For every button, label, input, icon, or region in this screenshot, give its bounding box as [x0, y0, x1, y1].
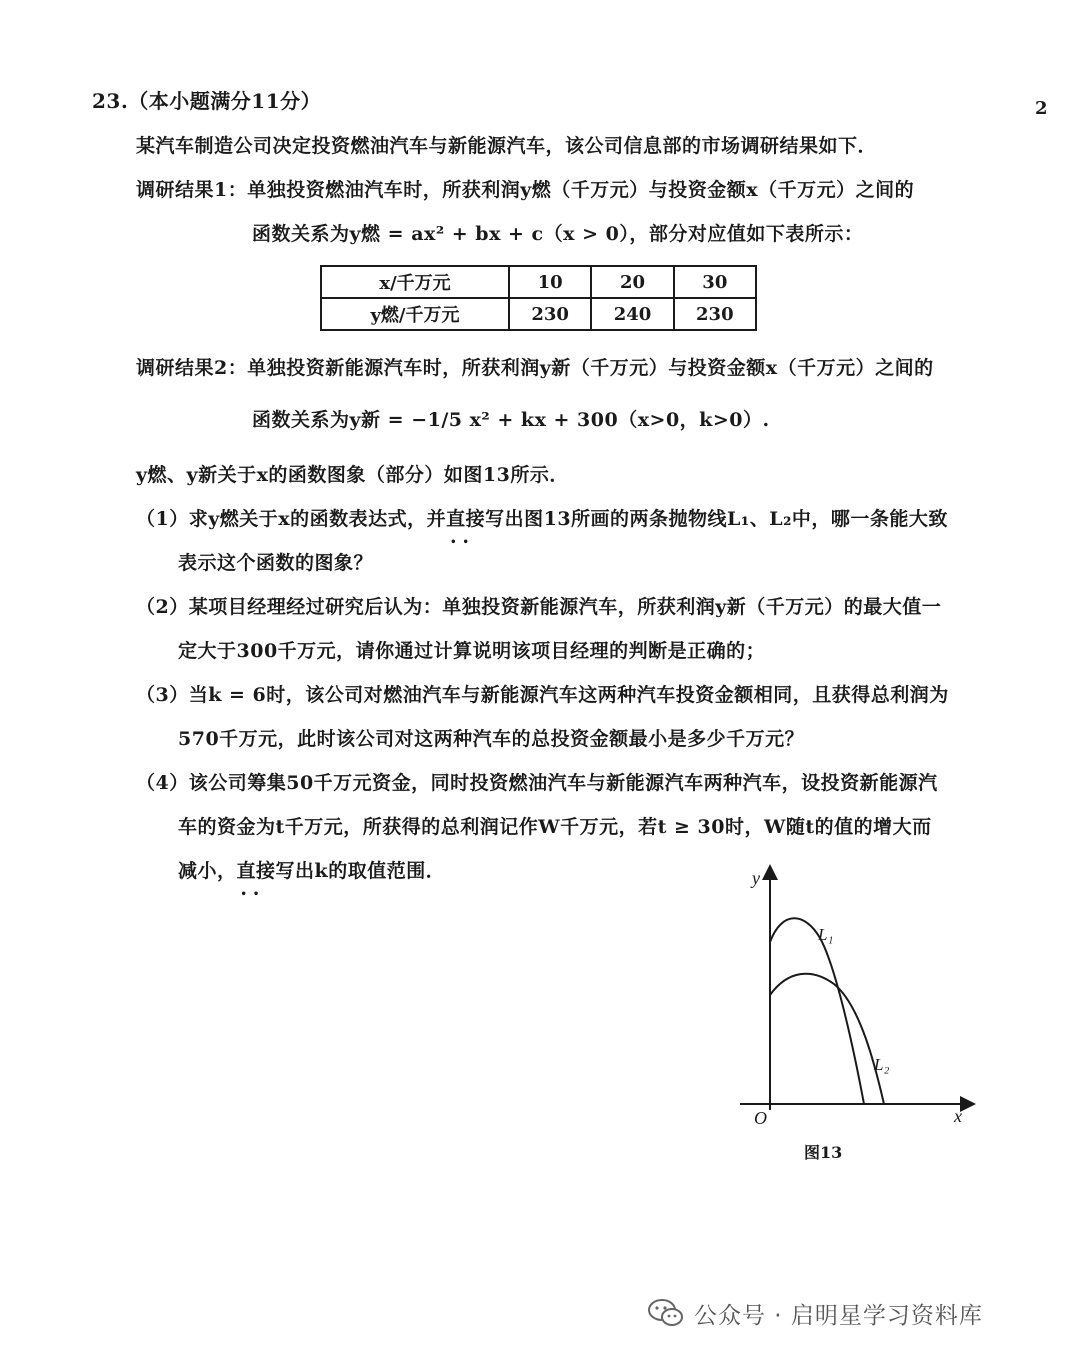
origin-label: O	[754, 1108, 767, 1128]
curve-L1	[770, 918, 864, 1104]
table-y-value: 240	[591, 298, 673, 330]
table-x-value: 20	[591, 266, 673, 298]
wechat-icon	[648, 1298, 684, 1328]
table-y-value: 230	[674, 298, 756, 330]
question1-text-pre: （1）求y燃关于x的函数表达式，并	[136, 508, 447, 530]
result1-line1: 调研结果1：单独投资燃油汽车时，所获利润y燃（千万元）与投资金额x（千万元）之间的	[136, 179, 915, 201]
question4-text-pre: 减小，	[178, 860, 237, 882]
question3-line2: 570千万元，此时该公司对这两种汽车的总投资金额最小是多少千万元？	[178, 728, 805, 750]
result1-line2: 函数关系为y燃 = ax² + bx + c（x > 0），部分对应值如下表所示：	[252, 223, 864, 245]
watermark-text: 公众号 · 启明星学习资料库	[694, 1303, 983, 1329]
question1-text-post: 写出图13所画的两条抛物线L₁、L₂中，哪一条能大致	[485, 508, 948, 530]
curve-L2-label: L₂	[874, 1055, 890, 1074]
question1-line1	[136, 506, 948, 532]
graphs-statement: y燃、y新关于x的函数图象（部分）如图13所示．	[136, 464, 569, 486]
table-row	[321, 266, 756, 298]
y-axis-label: y	[752, 868, 760, 888]
corner-page-mark: 2	[1035, 98, 1048, 119]
emphasis-text: 直接 ••	[237, 860, 276, 882]
question4-line3	[178, 858, 445, 884]
question4-line1: （4）该公司筹集50千万元资金，同时投资燃油汽车与新能源汽车两种汽车，设投资新能源汽	[136, 772, 938, 794]
figure-caption: 图13	[804, 1143, 843, 1162]
figure-13	[730, 860, 990, 1170]
question2-line2: 定大于300千万元，请你通过计算说明该项目经理的判断是正确的；	[178, 640, 766, 662]
emphasis-text: 直接 ••	[446, 508, 485, 530]
x-axis-label: x	[954, 1106, 962, 1126]
table-x-value: 10	[509, 266, 591, 298]
curve-L1-label: L₁	[818, 925, 834, 944]
result2-line1: 调研结果2：单独投资新能源汽车时，所获利润y新（千万元）与投资金额x（千万元）之间的	[136, 357, 934, 379]
question3-line1: （3）当k = 6时，该公司对燃油汽车与新能源汽车这两种汽车投资金额相同，且获得总利润为	[136, 684, 949, 706]
question4-line2: 车的资金为t千万元，所获得的总利润记作W千万元，若t ≥ 30时，W随t的值的增大而	[178, 816, 932, 838]
result2-line2: 函数关系为y新 = −1/5 x² + kx + 300（x>0，k>0）.	[252, 409, 770, 431]
table-row	[321, 298, 756, 330]
values-table	[320, 265, 757, 331]
table-y-value: 230	[509, 298, 591, 330]
question1-line2: 表示这个函数的图象？	[178, 552, 374, 574]
table-row1-header: x/千万元	[321, 266, 509, 298]
table-row2-header: y燃/千万元	[321, 298, 509, 330]
curve-L2	[770, 974, 884, 1104]
problem-heading: 23.（本小题满分11分）	[92, 89, 322, 113]
question4-text-post: 写出k的取值范围．	[275, 860, 446, 882]
question2-line1: （2）某项目经理经过研究后认为：单独投资新能源汽车，所获利润y新（千万元）的最大值一	[136, 596, 942, 618]
problem-intro: 某汽车制造公司决定投资燃油汽车与新能源汽车，该公司信息部的市场调研结果如下．	[136, 135, 878, 157]
table-x-value: 30	[674, 266, 756, 298]
